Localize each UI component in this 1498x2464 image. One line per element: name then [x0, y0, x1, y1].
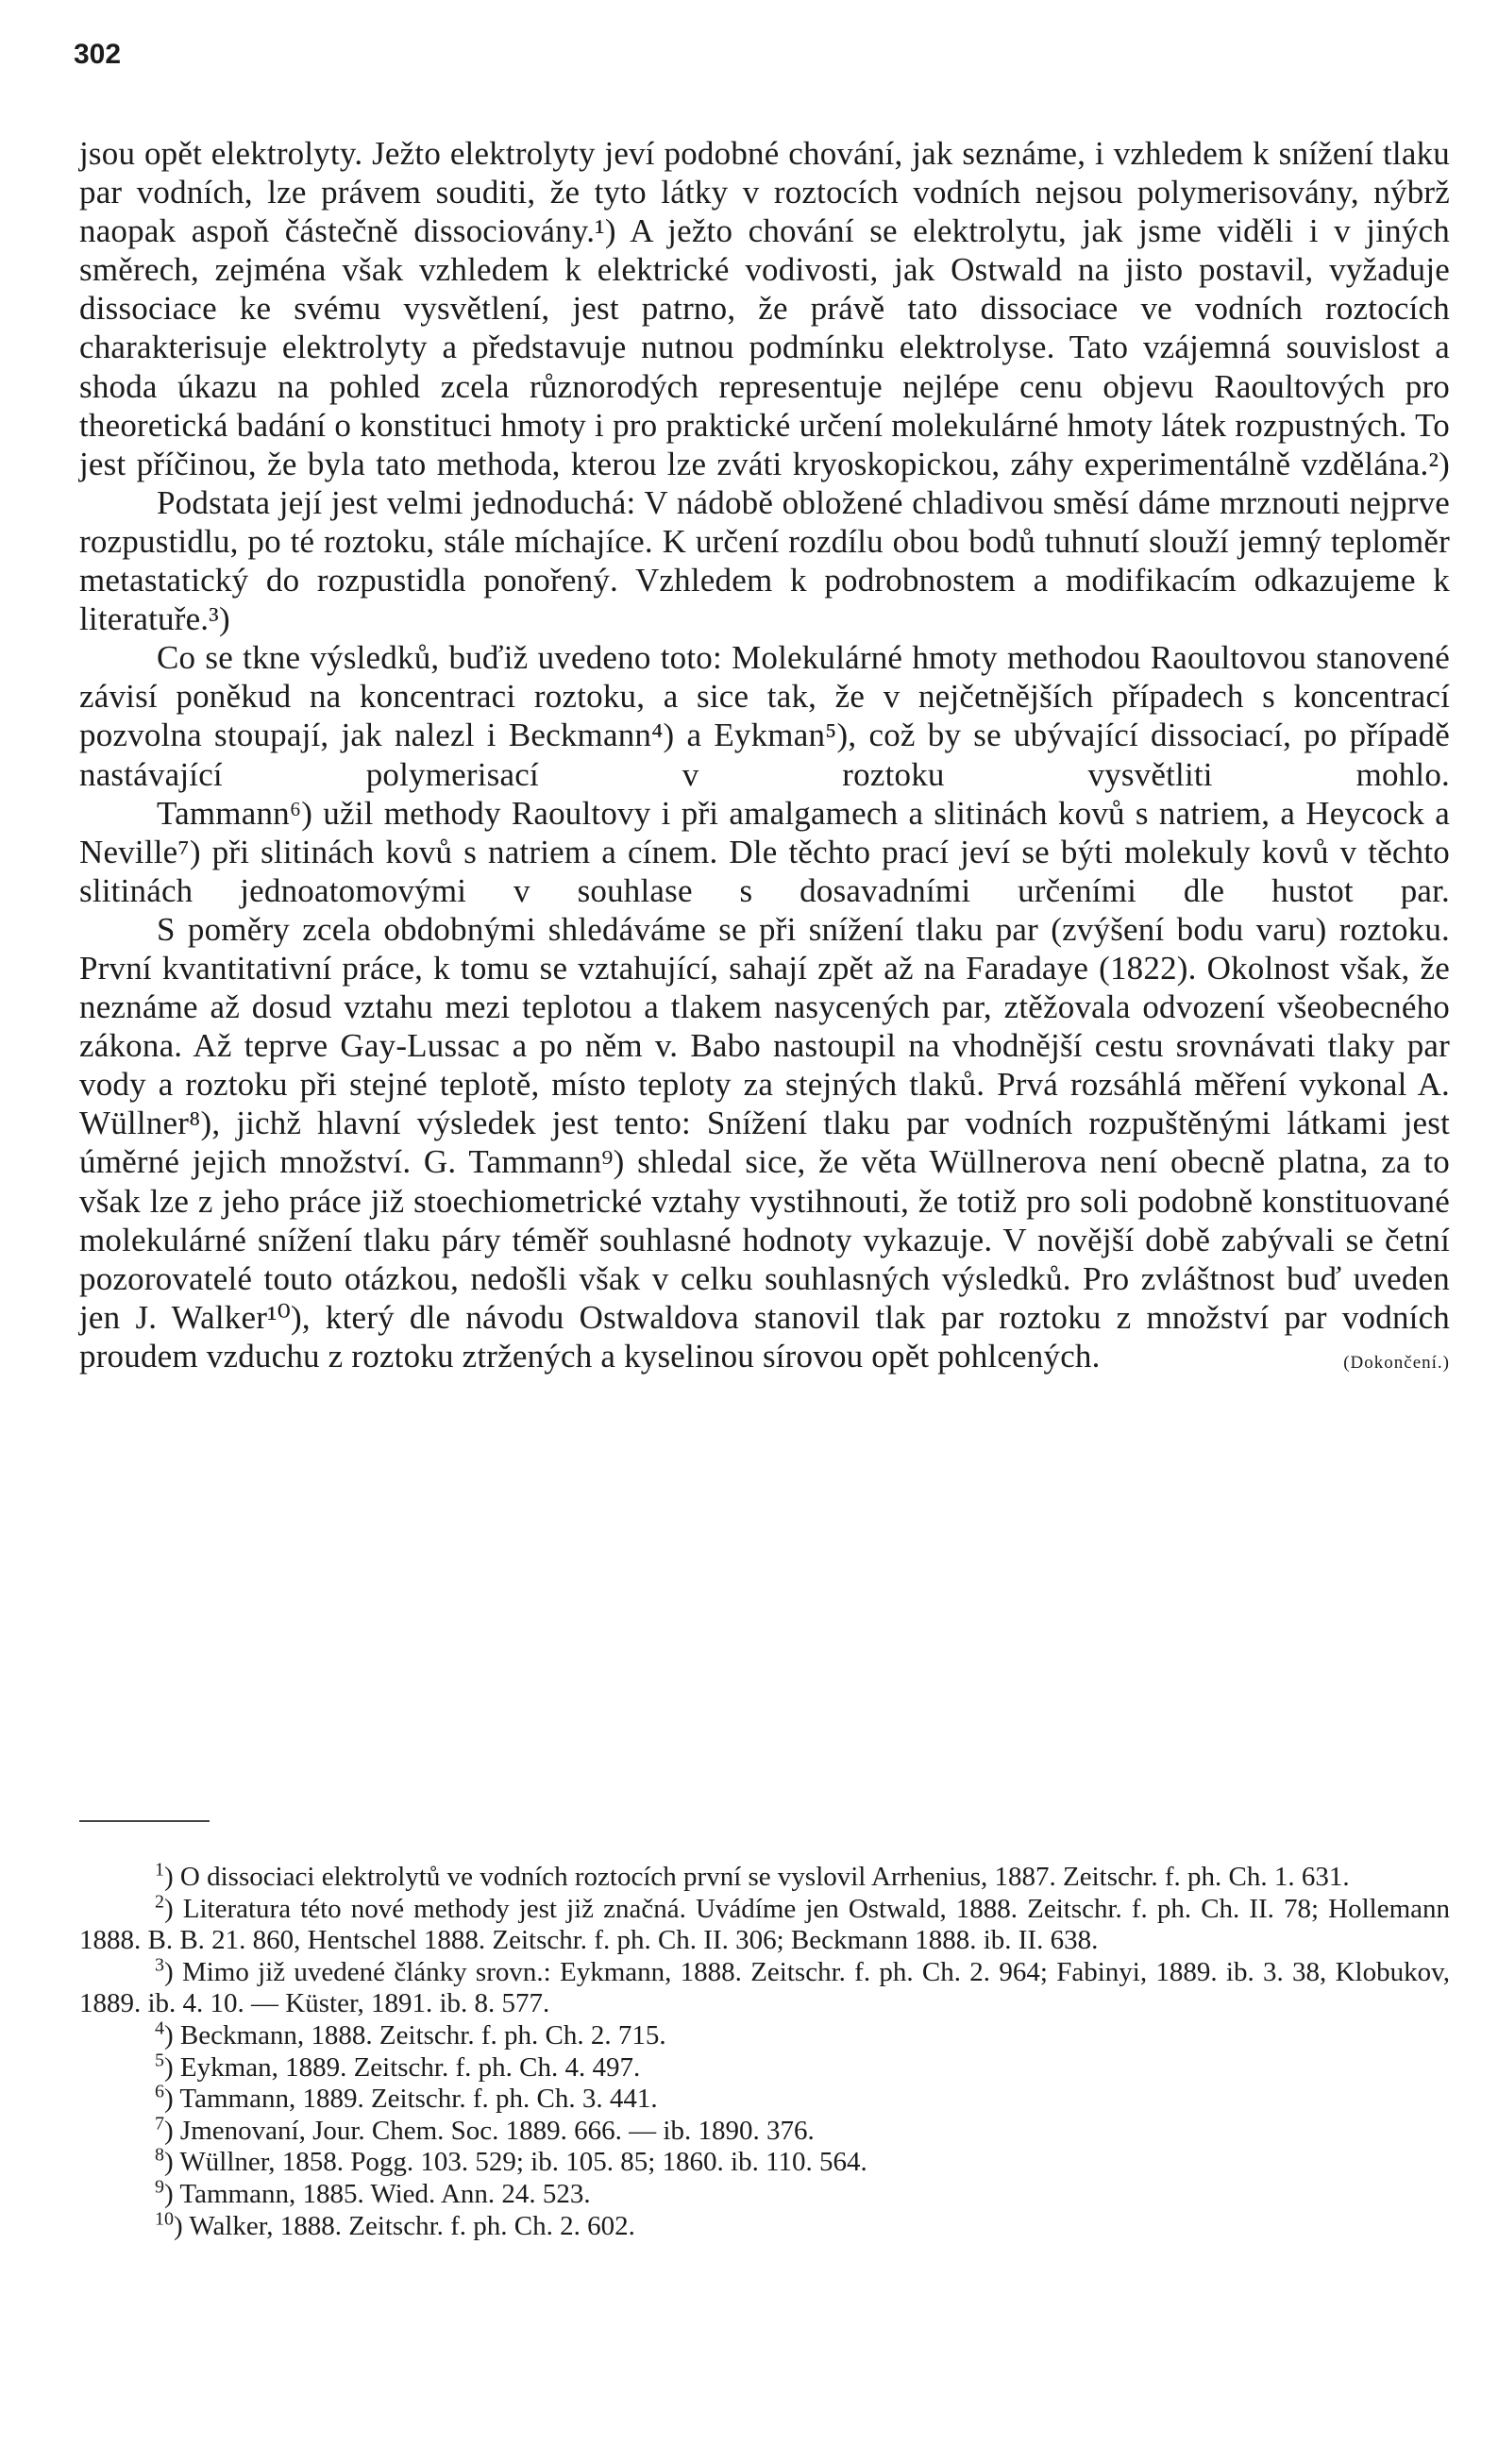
footnote-mark: 9: [155, 2176, 164, 2198]
footnote-text: Eykman, 1889. Zeitschr. f. ph. Ch. 4. 497.: [179, 2051, 641, 2083]
footnote-text: Beckmann, 1888. Zeitschr. f. ph. Ch. 2. 715.: [179, 2019, 666, 2051]
paragraph: Co se tkne výsledků, buďiž uvedeno toto: Molekulárné hmoty methodou Raoultovou stanovené závisí poněkud na koncentraci roztoku, a sice tak, že v nejčetnějších případech s koncentrací pozvolna stoupají, jak nalezl i Beckmann⁴) a Eykman⁵), což by se ubývající dissociací, po případě nastávající polymerisací v roztoku vysvětliti mohlo.: [79, 639, 1450, 793]
footnote-mark: 8: [155, 2144, 164, 2166]
footnote: $^1$) O dissociaci elektrolytů ve vodních roztocích první se vyslovil Arrhenius, 1887. Zeitschr. f. ph. Ch. 1. 631.: [155, 1859, 1350, 1892]
footnote: $^3$) Mimo již uvedené články srovn.: Eykmann, 1888. Zeitschr. f. ph. Ch. 2. 964; Fabinyi, 1889. ib. 3. 38, Klobukov, 1889. ib. 4. 10. — Küster, 1891. ib. 8. 577.: [79, 1954, 1450, 2019]
footnote-mark: 5: [155, 2049, 164, 2070]
footnote: $^6$) Tammann, 1889. Zeitschr. f. ph. Ch. 3. 441.: [155, 2081, 658, 2115]
footnote: $^4$) Beckmann, 1888. Zeitschr. f. ph. Ch. 2. 715.: [155, 2017, 666, 2051]
footnote: $^{10}$) Walker, 1888. Zeitschr. f. ph. Ch. 2. 602.: [155, 2207, 635, 2241]
footnote-mark: 10: [155, 2207, 174, 2229]
footnote: $^5$) Eykman, 1889. Zeitschr. f. ph. Ch. 4. 497.: [155, 2049, 641, 2083]
footnote-divider: [79, 1820, 210, 1822]
footnote-mark: 6: [155, 2081, 164, 2102]
footnote-text: Mimo již uvedené články srovn.: Eykmann, 1888. Zeitschr. f. ph. Ch. 2. 964; Fabinyi, 1889. ib. 3. 38, Klobukov, 1889. ib. 4. 10. — Küster, 1891. ib. 8. 577.: [79, 1956, 1450, 2019]
footnote-text: Literatura této nové methody jest již značná. Uvádíme jen Ostwald, 1888. Zeitschr. f. ph. Ch. II. 78; Hollemann 1888. B. B. 21. 860, Hentschel 1888. Zeitschr. f. ph. Ch. II. 306; Beckmann 1888. ib. II. 638.: [79, 1893, 1450, 1956]
paragraph: Podstata její jest velmi jednoduchá: V nádobě obložené chladivou směsí dáme mrznouti nejprve rozpustidlu, po té roztoku, stále míchajíce. K určení rozdílu obou bodů tuhnutí slouží jemný teploměr metastatický do rozpustidla ponořený. Vzhledem k podrobnostem a modifikacím odkazujeme k literatuře.³): [79, 483, 1450, 638]
footnotes: [79, 1859, 1450, 2242]
footnote-text: Tammann, 1889. Zeitschr. f. ph. Ch. 3. 441.: [179, 2084, 658, 2115]
footnote-text: Jmenovaní, Jour. Chem. Soc. 1889. 666. — ib. 1890. 376.: [179, 2115, 815, 2146]
footnote: $^8$) Wüllner, 1858. Pogg. 103. 529; ib. 105. 85; 1860. ib. 110. 564.: [155, 2144, 867, 2178]
footnote-mark: 3: [155, 1954, 164, 1976]
paragraph: Tammann⁶) užil methody Raoultovy i při amalgamech a slitinách kovů s natriem, a Heycock a Neville⁷) při slitinách kovů s natriem a cínem. Dle těchto prací jeví se býti molekuly kovů v těchto slitinách jednoatomovými v souhlase s dosavadními určeními dle hustot par.: [79, 794, 1450, 909]
paragraph: jsou opět elektrolyty. Ježto elektrolyty jeví podobné chování, jak seznáme, i vzhledem k snížení tlaku par vodních, lze právem souditi, že tyto látky v roztocích vodních nejsou polymerisovány, nýbrž naopak aspoň částečně dissociovány.¹) A ježto chování se elektrolytu, jak jsme viděli i v jiných směrech, zejména však vzhledem k elektrické vodivosti, jak Ostwald na jisto postavil, vyžaduje dissociace ke svému vysvětlení, jest patrno, že právě tato dissociace ve vodních roztocích charakterisuje elektrolyty a představuje nutnou podmínku elektrolyse. Tato vzájemná souvislost a shoda úkazu na pohled zcela různorodých representuje nejlépe cenu objevu Raoultových pro theoretická badání o konstituci hmoty i pro praktické určení molekulárné hmoty látek rozpustných. To jest příčinou, že byla tato methoda, kterou lze zváti kryoskopickou, záhy experimentálně vzdělána.²): [79, 135, 1450, 482]
footnote: $^7$) Jmenovaní, Jour. Chem. Soc. 1889. 666. — ib. 1890. 376.: [155, 2113, 815, 2146]
paragraph: S poměry zcela obdobnými shledáváme se při snížení tlaku par (zvýšení bodu varu) roztoku. První kvantitativní práce, k tomu se vztahující, sahají zpět až na Faradaye (1822). Okolnost však, že neznáme až dosud vztahu mezi teplotou a tlakem nasycených par, ztěžovala odvození všeobecného zákona. Až teprve Gay-Lussac a po něm v. Babo nastoupil na vhodnější cestu srovnávati tlaky par vody a roztoku při stejné teplotě, místo teploty za stejných tlaků. Prvá rozsáhlá měření vykonal A. Wüllner⁸), jichž hlavní výsledek jest tento: Snížení tlaku par vodních rozpuštěnými látkami jest úměrné jejich množství. G. Tammann⁹) shledal sice, že věta Wüllnerova není obecně platna, za to však lze z jeho práce již stoechiometrické vztahy vystihnouti, že totiž pro soli podobně konstituované molekulárné snížení tlaku páry téměř souhlasné hodnoty vykazuje. V novější době zabývali se četní pozorovatelé touto otázkou, nedošli však v celku souhlasných výsledků. Pro zvláštnost buď uveden jen J. Walker¹⁰), který dle návodu Ostwaldova stanovil tlak par roztoku z množství par vodních proudem vzduchu z roztoku ztržených a kyselinou sírovou opět pohlcených.: [79, 910, 1450, 1375]
main-text: [79, 134, 1450, 1382]
footnote: $^2$) Literatura této nové methody jest již značná. Uvádíme jen Ostwald, 1888. Zeitschr. f. ph. Ch. II. 78; Hollemann 1888. B. B. 21. 860, Hentschel 1888. Zeitschr. f. ph. Ch. II. 306; Beckmann 1888. ib. II. 638.: [79, 1890, 1450, 1956]
continuation-note: (Dokončení.): [1343, 1353, 1450, 1373]
footnote-text: Wüllner, 1858. Pogg. 103. 529; ib. 105. 85; 1860. ib. 110. 564.: [179, 2147, 867, 2178]
footnote-text: Tammann, 1885. Wied. Ann. 24. 523.: [179, 2178, 591, 2209]
footnote-mark: 4: [155, 2017, 164, 2039]
page-number: 302: [74, 39, 122, 70]
footnote-text: O dissociaci elektrolytů ve vodních roztocích první se vyslovil Arrhenius, 1887. Zeitschr. f. ph. Ch. 1. 631.: [179, 1862, 1350, 1892]
footnote: $^9$) Tammann, 1885. Wied. Ann. 24. 523.: [155, 2176, 591, 2209]
footnote-text: Walker, 1888. Zeitschr. f. ph. Ch. 2. 602.: [189, 2210, 635, 2241]
footnote-mark: 7: [155, 2113, 164, 2135]
footnote-mark: 1: [155, 1859, 164, 1881]
footnote-mark: 2: [155, 1890, 164, 1912]
